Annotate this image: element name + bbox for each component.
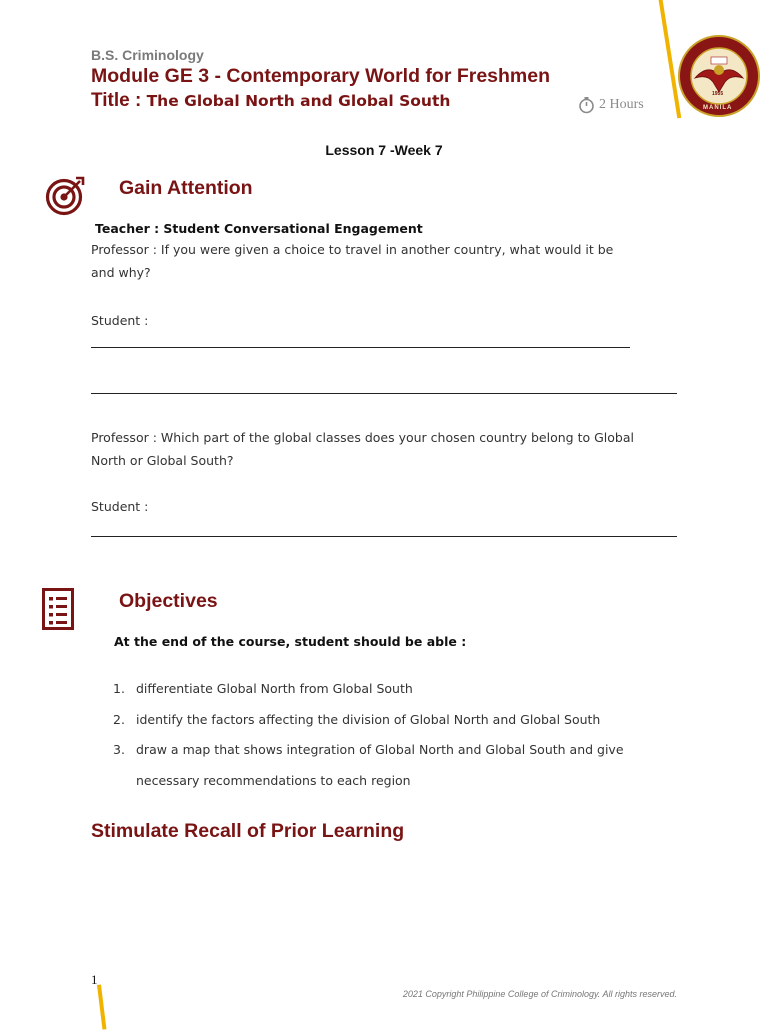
objectives-intro: At the end of the course, student should be able : [114, 634, 467, 649]
objective-number: 2. [113, 711, 125, 727]
objective-number: 3. [113, 742, 125, 757]
recall-heading: Stimulate Recall of Prior Learning [91, 820, 405, 842]
gold-accent-bottom [97, 985, 106, 1030]
gain-attention-heading: Gain Attention [119, 177, 253, 199]
objective-item-2 [91, 705, 624, 736]
program-name: B.S. Criminology [91, 47, 204, 63]
question-1-line-2: and why? [91, 265, 151, 280]
answer-line-1 [91, 347, 630, 348]
student-label-2: Student : [91, 499, 149, 514]
seal-bottom-text: MANILA [703, 105, 733, 111]
title-label: Title : [91, 90, 147, 111]
answer-line-2 [91, 393, 677, 394]
title-value: The Global North and Global South [146, 92, 451, 110]
objective-text-continued: necessary recommendations to each region [136, 772, 411, 788]
question-1-line-1: Professor : If you were given a choice to travel in another country, what would it be [91, 242, 614, 257]
duration-text: 2 Hours [599, 97, 644, 112]
objective-item-1 [91, 674, 624, 705]
college-seal [677, 34, 761, 118]
objective-item-3 [91, 735, 624, 796]
copyright-notice: 2021 Copyright Philippine College of Criminology. All rights reserved. [402, 989, 677, 999]
objective-text: identify the factors affecting the division of Global North and Global South [136, 711, 601, 727]
objectives-list [91, 674, 624, 796]
lesson-week: Lesson 7 -Week 7 [325, 142, 443, 158]
lesson-title-row [91, 90, 450, 112]
duration [578, 96, 644, 114]
objectives-heading: Objectives [119, 590, 218, 612]
module-title: Module GE 3 - Contemporary World for Freshmen [91, 65, 551, 87]
question-2-line-2: North or Global South? [91, 453, 234, 468]
objective-text: differentiate Global North from Global South [136, 681, 413, 696]
seal-year: 1955 [712, 91, 724, 97]
engagement-subheading: Teacher : Student Conversational Engagement [95, 221, 423, 236]
target-icon [45, 176, 87, 216]
stopwatch-icon [578, 96, 595, 114]
answer-line-3 [91, 536, 677, 537]
professor-question-1 [91, 238, 613, 284]
professor-question-2 [91, 426, 634, 472]
objective-number: 1. [113, 681, 125, 696]
checklist-icon [42, 588, 74, 630]
question-2-line-1: Professor : Which part of the global classes does your chosen country belong to Global [91, 430, 634, 445]
objective-text: draw a map that shows integration of Global North and Global South and give [136, 742, 624, 757]
page-number: 1 [91, 972, 98, 987]
student-label-1: Student : [91, 313, 149, 328]
